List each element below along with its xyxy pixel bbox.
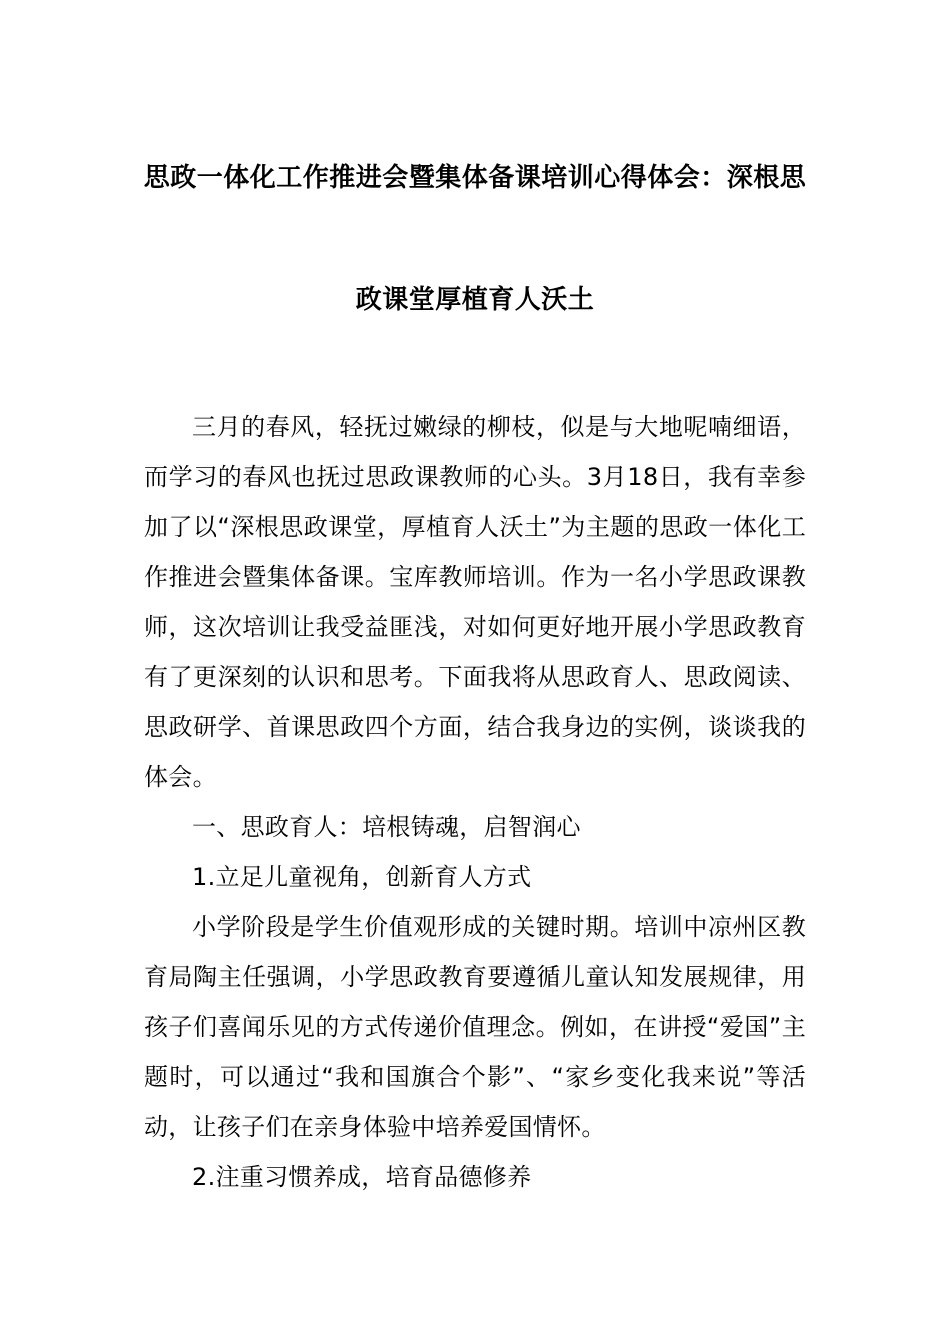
document-title-line-2: 政课堂厚植育人沃土: [355, 285, 595, 315]
document-title-line-1: 思政一体化工作推进会暨集体备课培训心得体会：深根思: [143, 163, 807, 193]
document-body: [144, 402, 806, 1202]
subheading-1-1: 1.立足儿童视角，创新育人方式: [192, 863, 532, 891]
paragraph-1-1: 小学阶段是学生价值观形成的关键时期。培训中凉州区教育局陶主任强调，小学思政教育要遵循儿童认知发展规律，用孩子们喜闻乐见的方式传递价值理念。例如，在讲授“爱国”主题时，可以通过“我和国旗合个影”、“家乡变化我来说”等活动，让孩子们在亲身体验中培养爱国情怀。: [144, 913, 806, 1141]
section-heading-1: 一、思政育人：培根铸魂，启智润心: [192, 813, 581, 841]
paragraph-intro: 三月的春风，轻抚过嫩绿的柳枝，似是与大地呢喃细语，而学习的春风也抚过思政课教师的心头。3月18日，我有幸参加了以“深根思政课堂，厚植育人沃土”为主题的思政一体化工作推进会暨集体备课。宝库教师培训。作为一名小学思政课教师，这次培训让我受益匪浅，对如何更好地开展小学思政教育有了更深刻的认识和思考。下面我将从思政育人、思政阅读、思政研学、首课思政四个方面，结合我身边的实例，谈谈我的体会。: [144, 413, 806, 791]
subheading-1-2: 2.注重习惯养成，培育品德修养: [192, 1163, 532, 1191]
